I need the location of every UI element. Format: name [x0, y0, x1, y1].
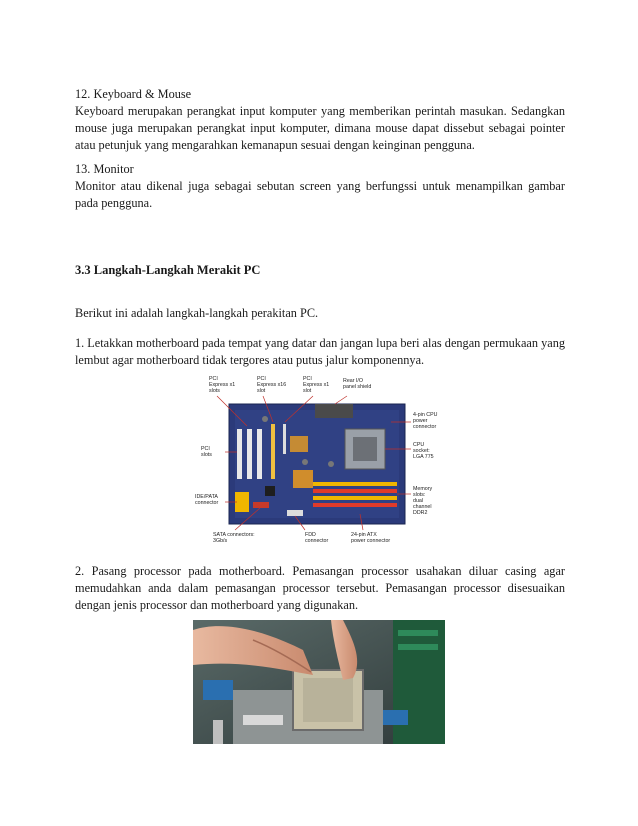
monitor-title: 13. Monitor	[75, 162, 134, 176]
step-1	[75, 335, 565, 369]
assembly-intro	[75, 305, 565, 322]
label-rear-io: Rear I/O panel shield	[343, 378, 372, 390]
label-memory-slots: Memory slots: dual channel DDR2	[413, 486, 433, 516]
intro-text: Berikut ini adalah langkah-langkah perakitan PC.	[75, 306, 319, 320]
label-pci-x16-slot: PCI Express x16 slot	[257, 376, 287, 394]
step-1-text: 1. Letakkan motherboard pada tempat yang datar dan jangan lupa beri alas dengan permukaan yang lembut agar motherboard tidak tergores atau putus jalur komponennya.	[75, 336, 565, 367]
label-pci-x1-slot: PCI Express x1 slot	[303, 376, 330, 394]
monitor-body: Monitor atau dikenal juga sebagai sebutan screen yang berfungssi untuk menampilkan gambar pada pengguna.	[75, 179, 565, 210]
processor-install-illustration	[193, 620, 445, 744]
processor-photo	[193, 620, 445, 744]
label-pci-x1-slots: PCI Express x1 slots	[209, 376, 236, 394]
assembly-heading: 3.3 Langkah-Langkah Merakit PC	[75, 263, 261, 277]
step-2-text: 2. Pasang processor pada motherboard. Pemasangan processor usahakan diluar casing agar memudahkan anda dalam pemasangan processor tersebut. Pemasangan processor disesuaikan dengan jenis processor dan motherboard yang digunakan.	[75, 564, 565, 612]
motherboard-illustration	[195, 374, 440, 549]
label-pci-slots: PCI slots	[201, 446, 212, 458]
label-atx-power: 24-pin ATX power connector	[351, 532, 391, 544]
label-cpu-socket: CPU socket: LGA 775	[413, 442, 434, 460]
section-monitor	[75, 161, 565, 212]
step-2	[75, 563, 565, 614]
label-ide-connector: IDE/PATA connector	[195, 494, 219, 506]
keyboard-title: 12. Keyboard & Mouse	[75, 87, 192, 101]
keyboard-body: Keyboard merupakan perangkat input komputer yang memberikan perintah masukan. Sedangkan mouse juga merupakan perangkat input komputer, dimana mouse dapat dissebut sebagai pointer atau petunjuk yang mengarahkan kemanapun sesuai dengan keinginan pengguna.	[75, 104, 565, 152]
label-fdd: FDD connector	[305, 532, 329, 544]
section-keyboard-mouse	[75, 86, 565, 154]
label-cpu-power: 4-pin CPU power connector	[413, 412, 438, 430]
label-sata: SATA connectors: 3Gb/s	[213, 532, 255, 544]
motherboard-figure	[195, 374, 440, 549]
